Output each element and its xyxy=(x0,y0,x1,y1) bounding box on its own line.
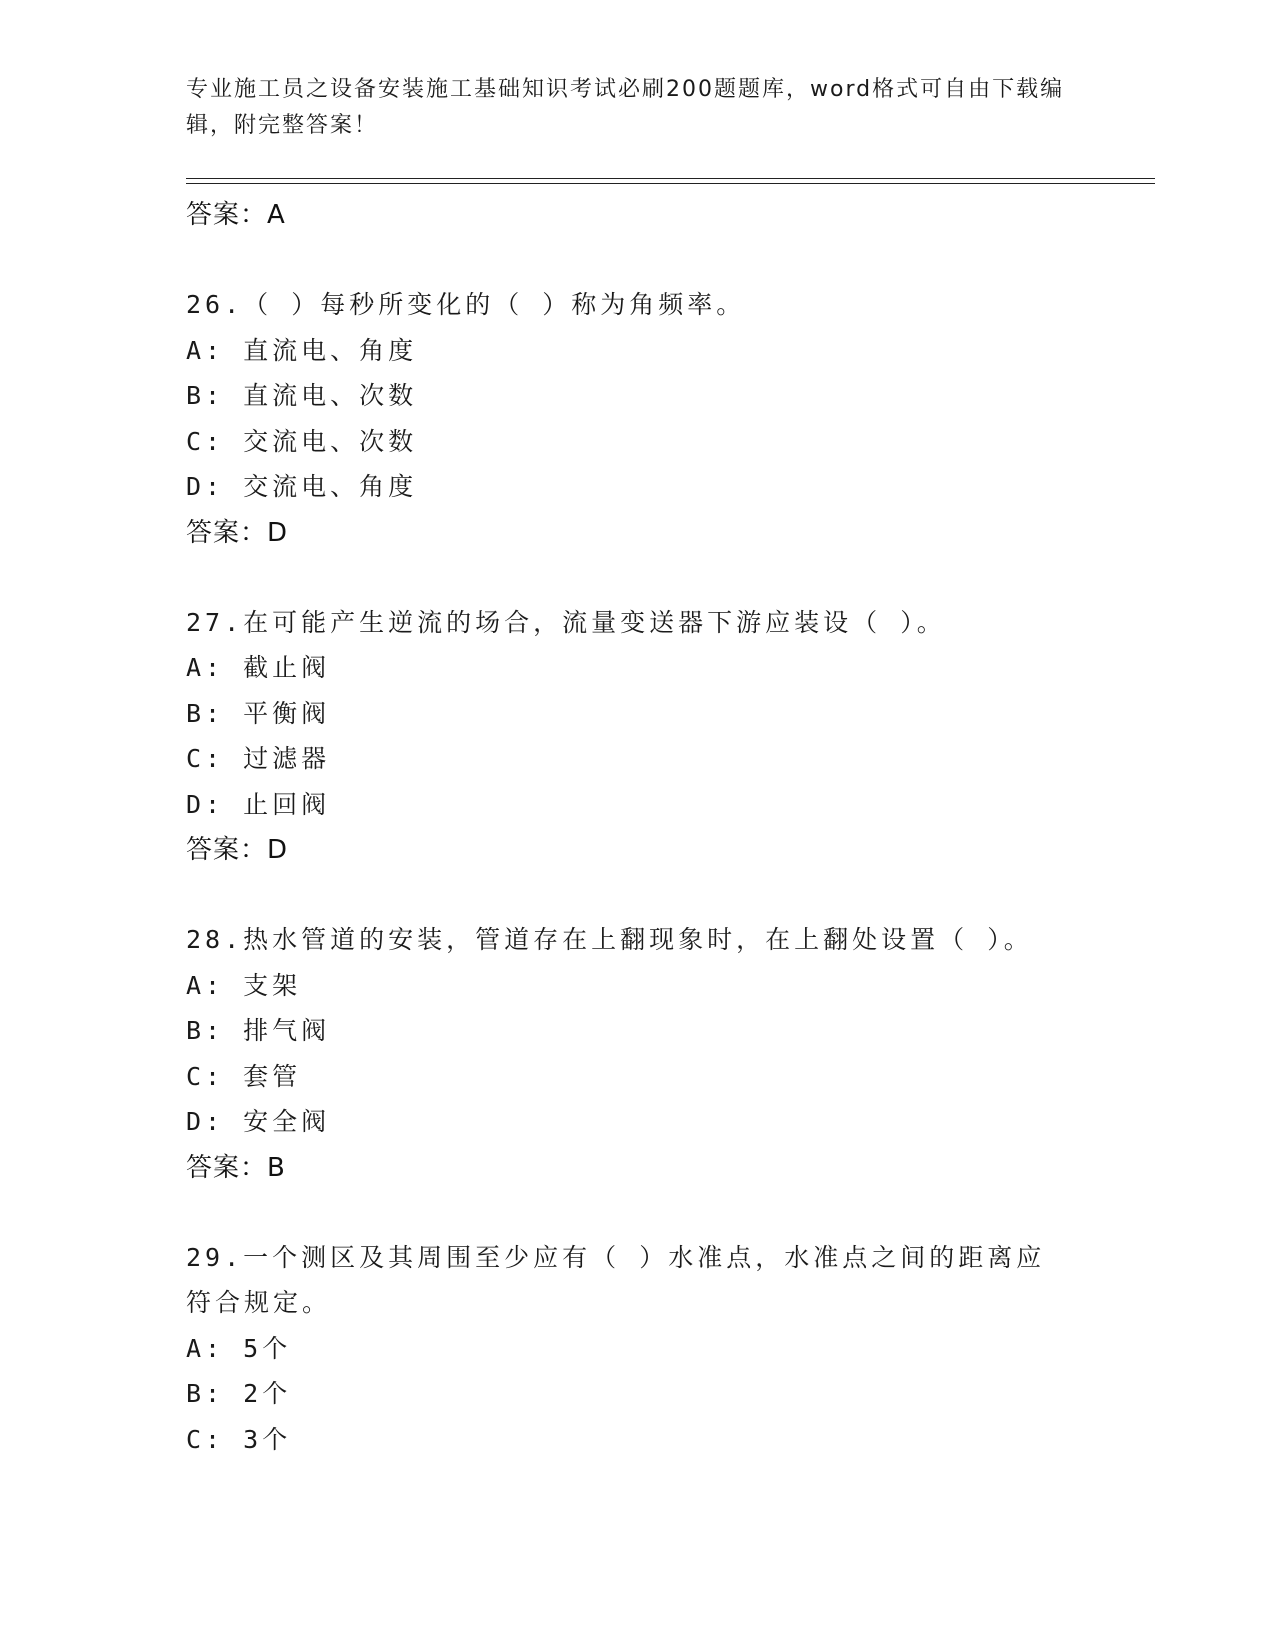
document-header: 专业施工员之设备安装施工基础知识考试必刷200题题库，word格式可自由下载编辑，附完整答案！ xyxy=(186,77,1065,138)
option-c: C: 交流电、次数 xyxy=(186,426,418,456)
question-stem: 29.一个测区及其周围至少应有（ ）水准点，水准点之间的距离应符合规定。 xyxy=(186,1242,1046,1317)
option-c: C: 套管 xyxy=(186,1061,302,1091)
option-b: B: 2个 xyxy=(186,1379,292,1408)
question-27 xyxy=(186,600,1086,874)
question-stem: 27.在可能产生逆流的场合，流量变送器下游应装设（ ）。 xyxy=(186,607,946,637)
previous-answer: 答案：A xyxy=(186,200,286,230)
question-list xyxy=(186,192,1086,1462)
question-29 xyxy=(186,1235,1086,1463)
option-b: B: 排气阀 xyxy=(186,1016,331,1045)
option-c: C: 3个 xyxy=(186,1424,292,1454)
option-b: B: 平衡阀 xyxy=(186,698,331,728)
question-stem: 26.（ ）每秒所变化的（ ）称为角频率。 xyxy=(186,290,746,319)
option-d: D: 止回阀 xyxy=(186,789,331,819)
header-divider-top xyxy=(186,178,1155,179)
option-d: D: 交流电、角度 xyxy=(186,472,418,501)
option-a: A: 直流电、角度 xyxy=(186,335,418,365)
option-a: A: 截止阀 xyxy=(186,653,331,682)
option-d: D: 安全阀 xyxy=(186,1107,331,1136)
answer-label: 答案：D xyxy=(186,517,289,548)
question-26 xyxy=(186,282,1086,556)
question-28 xyxy=(186,917,1086,1191)
option-b: B: 直流电、次数 xyxy=(186,381,418,410)
header-divider-bottom xyxy=(186,183,1155,184)
question-stem: 28.热水管道的安装，管道存在上翻现象时，在上翻处设置（ ）。 xyxy=(186,925,1033,954)
answer-label: 答案：D xyxy=(186,835,289,865)
answer-label: 答案：B xyxy=(186,1152,286,1183)
option-a: A: 5个 xyxy=(186,1333,292,1363)
option-c: C: 过滤器 xyxy=(186,744,331,773)
option-a: A: 支架 xyxy=(186,970,302,1000)
